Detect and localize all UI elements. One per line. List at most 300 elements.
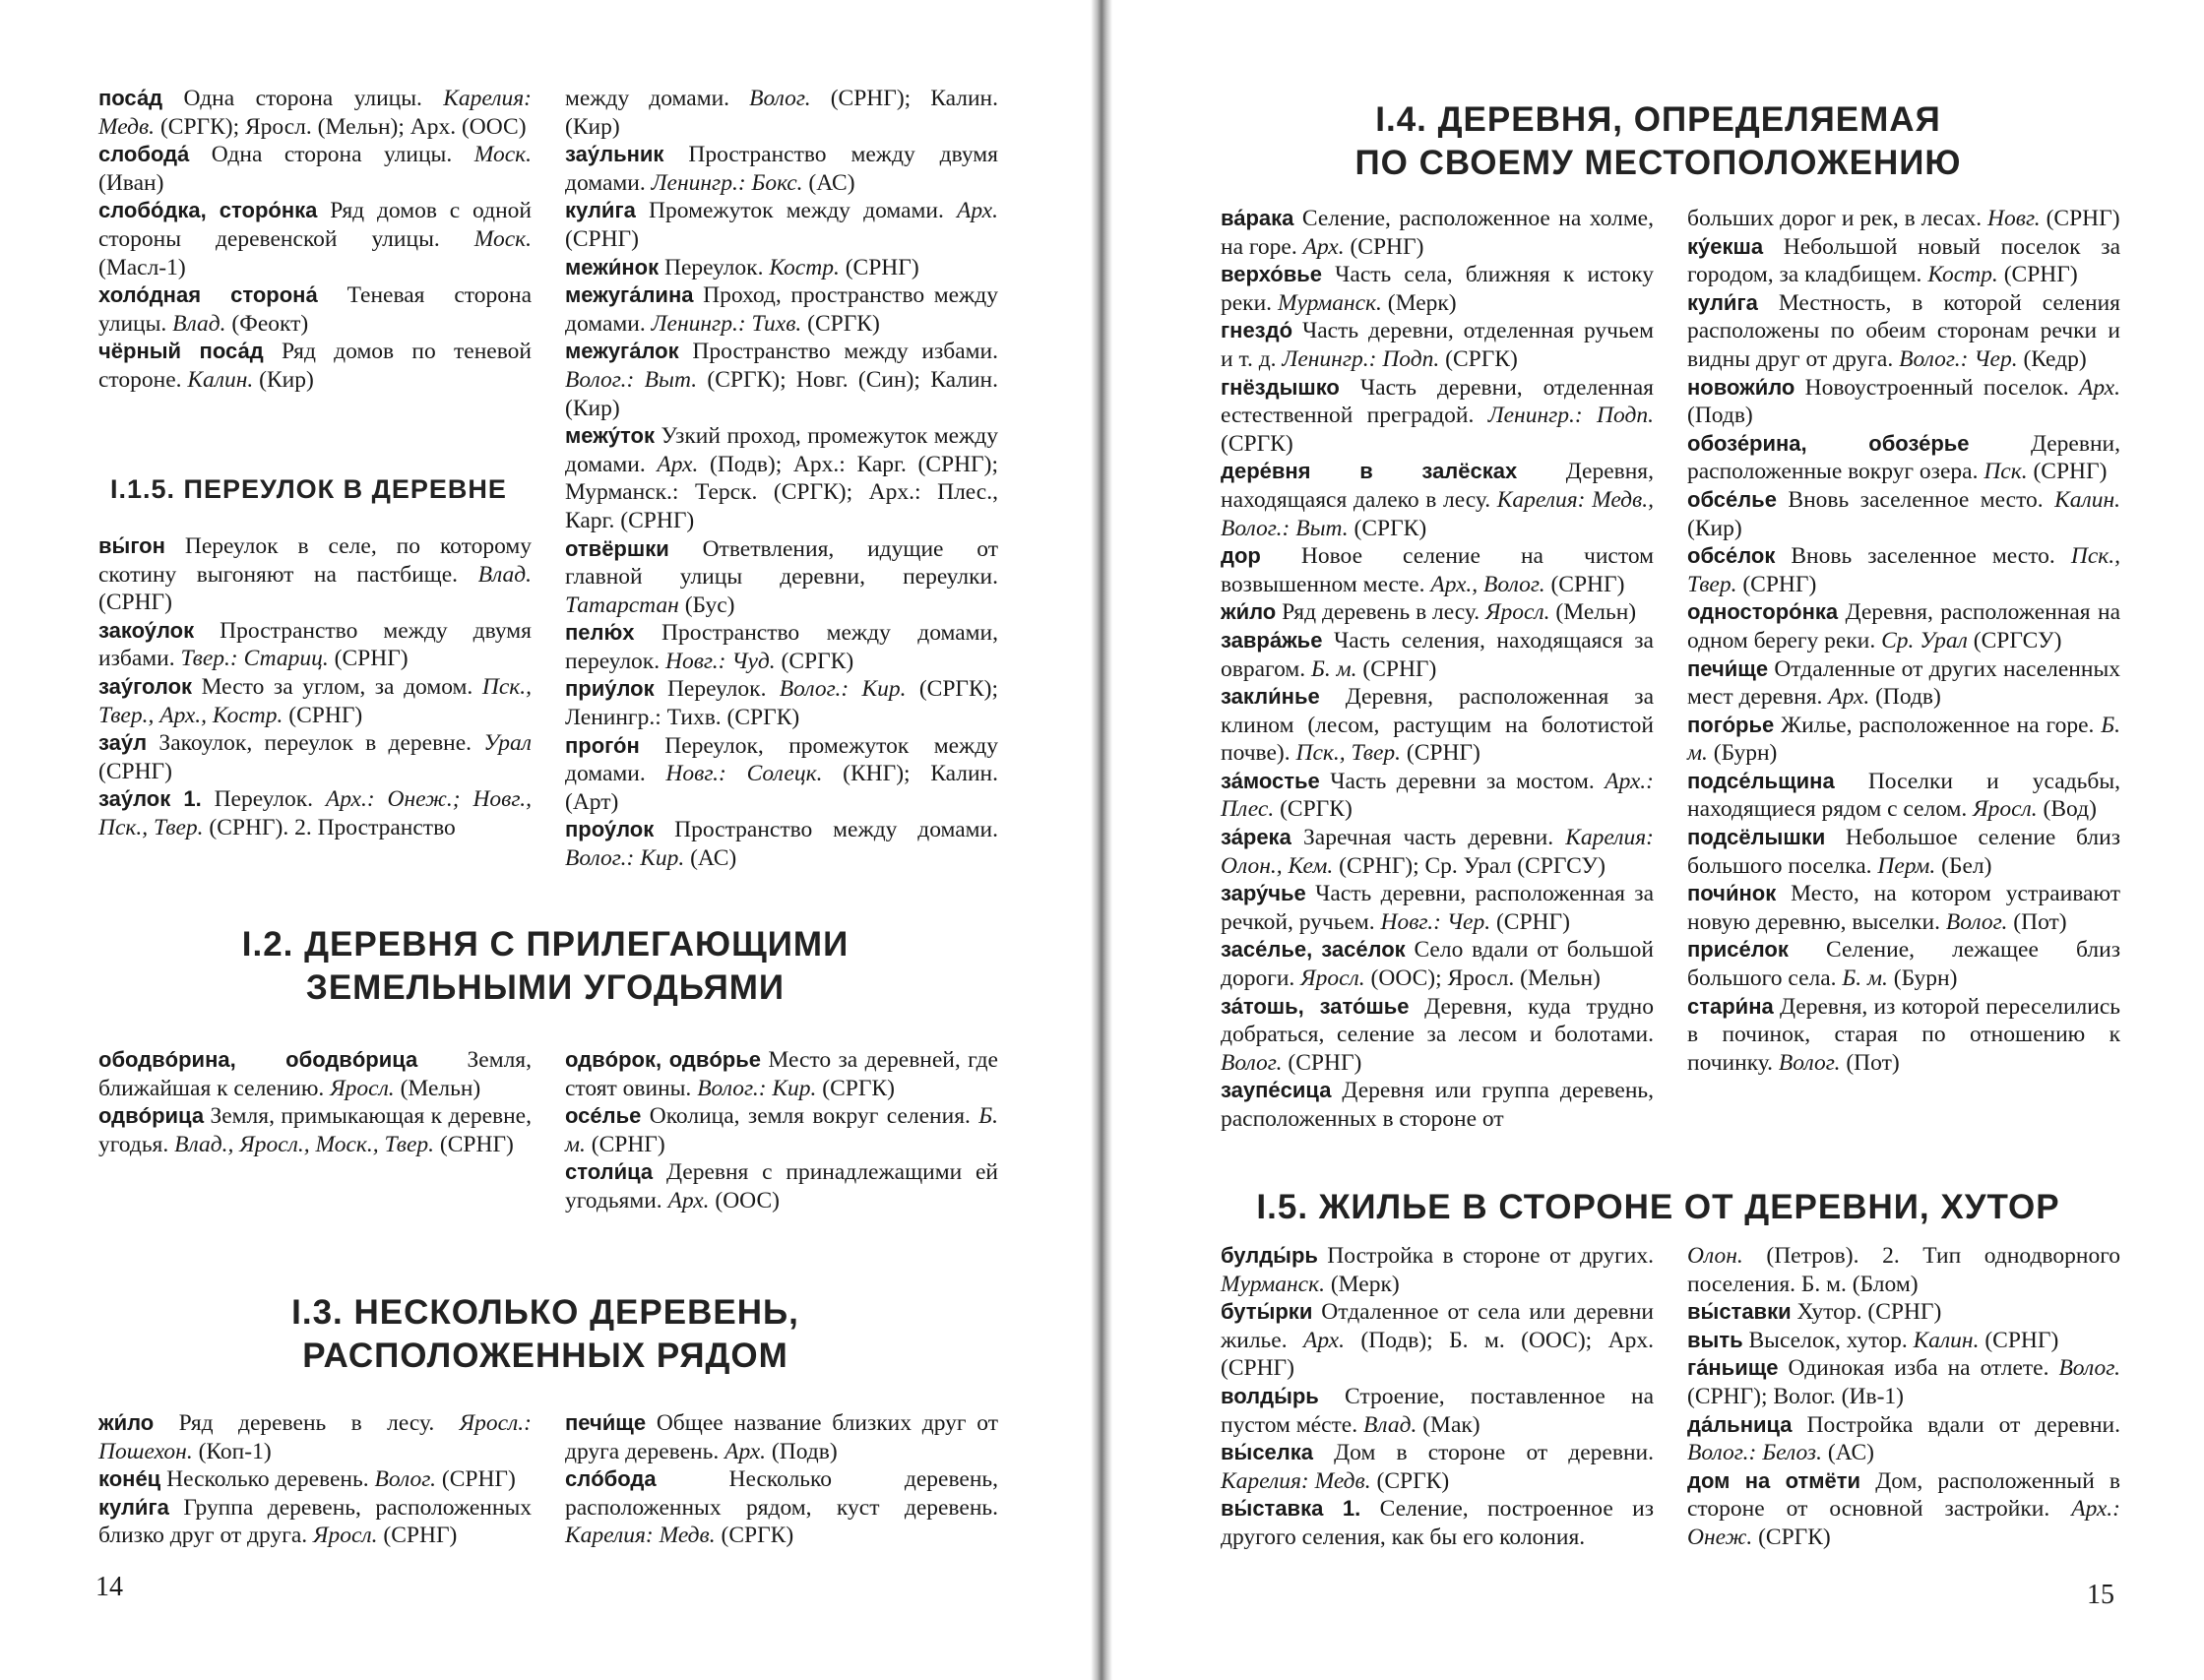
- definition: Пространство между домами.: [654, 817, 998, 843]
- definition: Земля, ближайшая к селению.: [98, 1047, 532, 1101]
- headword: печи́ще: [1687, 655, 1769, 681]
- source-region: Моск.: [473, 225, 532, 252]
- source-region: Моск.: [473, 142, 532, 168]
- book-gutter: [1091, 0, 1112, 1680]
- dictionary-entry: [565, 281, 998, 338]
- definition: Местность, в которой селения расположены по обеим сторонам речки и видны друг от друга.: [1687, 289, 2120, 372]
- source-region: Твер.: Стариц.: [180, 646, 329, 672]
- citation: (СРНГ): [1979, 1327, 2059, 1353]
- entries-left-i2-col1: [98, 1046, 532, 1158]
- definition: Хутор.: [1791, 1299, 1868, 1326]
- source-region: Волог.: [374, 1466, 437, 1493]
- citation: (Масл-1): [98, 254, 186, 280]
- headword: вы́ставки: [1687, 1299, 1792, 1325]
- definition: Деревня или группа деревень, расположенных в стороне от: [1221, 1078, 1654, 1132]
- headword: булды́рь: [1221, 1243, 1318, 1268]
- headword: стари́на: [1687, 993, 1774, 1019]
- source-region: Волог.: [749, 86, 811, 111]
- source-region: Арх.: [667, 1187, 710, 1213]
- definition: Селение, построенное из другого селения, как бы его колония.: [1221, 1496, 1654, 1550]
- source-region: Волог.: Белоз.: [1687, 1440, 1822, 1466]
- source-region: Калин.: [2054, 486, 2120, 513]
- source-region: Мурманск.: [1221, 1271, 1325, 1297]
- definition: Дом, расположенный в стороне от основной застройки.: [1687, 1467, 2120, 1523]
- headword: закли́нье: [1221, 684, 1320, 710]
- definition: Несколько деревень.: [160, 1466, 375, 1493]
- dictionary-entry: [1687, 712, 2120, 768]
- dictionary-entry: [98, 1465, 532, 1494]
- citation: (СРНГ): [434, 1131, 514, 1157]
- definition: Пространство между домами, переулок.: [565, 620, 998, 674]
- headword: приу́лок: [565, 676, 655, 702]
- definition: Общее название близких друг от друга деревень.: [565, 1410, 998, 1464]
- headword: зау́л: [98, 730, 148, 756]
- headword: кули́га: [565, 198, 636, 223]
- heading-line: ЗЕМЕЛЬНЫМИ УГОДЬЯМИ: [305, 968, 786, 1007]
- citation: (СРГК): [715, 1523, 794, 1549]
- definition: Узкий проход, промежуток между домами.: [565, 423, 998, 477]
- dictionary-entry: [98, 281, 532, 338]
- citation: (АС): [802, 169, 855, 196]
- citation: (Мак): [1417, 1411, 1480, 1438]
- dictionary-entry: [98, 1046, 532, 1102]
- citation: (СРНГ): [328, 646, 409, 672]
- citation: (СРНГ): [98, 758, 172, 784]
- dictionary-entry: [565, 535, 998, 620]
- citation: (Подв); Б. м. (ООС); Арх. (СРНГ): [1221, 1327, 1655, 1382]
- headword: прого́н: [565, 732, 640, 758]
- dictionary-entry: [565, 85, 998, 141]
- headword: гнездо́: [1221, 318, 1293, 343]
- citation: (Бус): [678, 591, 735, 618]
- source-region: Костр.: [769, 254, 840, 280]
- source-region: Арх.: [957, 198, 998, 224]
- citation: (Бурн): [1887, 965, 1958, 992]
- headword: зау́лок 1.: [98, 786, 202, 812]
- dictionary-entry: [1687, 486, 2120, 542]
- headword: засе́лье, засе́лок: [1221, 937, 1406, 963]
- definition: Деревня, из которой переселились в починок, старая по отношению к починку.: [1687, 993, 2120, 1076]
- entries-right-i5-col2: [1687, 1242, 2120, 1552]
- dictionary-entry: [1221, 936, 1654, 992]
- source-region: Татарстан: [565, 591, 679, 618]
- source-region: Яросл.: [330, 1075, 395, 1101]
- citation: (СРНГ): [1344, 233, 1424, 260]
- dictionary-entry: [1221, 1242, 1654, 1298]
- source-region: Арх., Волог.: [1430, 571, 1545, 597]
- dictionary-entry: [98, 729, 532, 785]
- section-heading-i115: I.1.5. ПЕРЕУЛОК В ДЕРЕВНЕ: [110, 474, 507, 504]
- dictionary-entry: [98, 785, 532, 841]
- citation: (Феокт): [225, 310, 309, 337]
- dictionary-entry: [98, 197, 532, 281]
- dictionary-entry: [565, 141, 998, 197]
- definition: Деревня с принадлежащими ей угодьями.: [565, 1159, 998, 1213]
- dictionary-entry: [98, 141, 532, 197]
- headword: конéц: [98, 1466, 161, 1492]
- citation: (СРГК): [1370, 1467, 1450, 1494]
- definition: Строение, поставленное на пустом мéсте.: [1221, 1383, 1654, 1438]
- entries-left-top-col1: [98, 85, 532, 395]
- dictionary-entry: [98, 1494, 532, 1550]
- definition: Деревня, расположенная на одном берегу реки.: [1687, 599, 2120, 653]
- source-region: Арх.: [724, 1438, 767, 1464]
- citation: (СРНГ): [2040, 206, 2120, 231]
- dictionary-entry: [1687, 824, 2120, 880]
- definition: Земля, примыкающая к деревне, угодья.: [98, 1103, 532, 1157]
- source-region: Пск., Твер., Арх., Костр.: [98, 673, 532, 728]
- definition: Деревня, расположенная за клином (лесом, растущим на болотистой почве).: [1221, 684, 1654, 767]
- right-page: [1112, 0, 2204, 1680]
- citation: (СРГК); Новг. (Син); Калин. (Кир): [565, 366, 998, 421]
- dictionary-entry: [98, 338, 532, 394]
- headword: верхо́вье: [1221, 262, 1323, 287]
- definition: Место за деревней, где стоят овины.: [565, 1047, 998, 1101]
- definition: Поселки и усадьбы, находящиеся рядом с селом.: [1687, 768, 2120, 823]
- source-region: Волог.: [1778, 1049, 1841, 1076]
- definition: Жилье, расположенное на горе.: [1774, 712, 2102, 738]
- dictionary-entry: [1221, 1298, 1654, 1383]
- definition: Пространство между двумя избами.: [98, 617, 532, 672]
- source-region: Карелия: Медв.: [1221, 1467, 1371, 1494]
- definition: Небольшое селение близ большого поселка.: [1687, 825, 2120, 879]
- source-region: Б. м.: [565, 1103, 998, 1157]
- entries-left-mid-col1: [98, 532, 532, 842]
- dictionary-entry: [1687, 1411, 2120, 1467]
- citation: (ООС); Яросл. (Мельн): [1364, 965, 1601, 992]
- dictionary-entry: [1221, 880, 1654, 936]
- source-region: Волог.: Чер.: [1899, 345, 2018, 372]
- citation: (Коп-1): [192, 1438, 272, 1464]
- dictionary-entry: [565, 1046, 998, 1102]
- citation: (СРНГ): [2027, 459, 2108, 485]
- definition: Промежуток между домами.: [635, 198, 958, 224]
- dictionary-entry: [1221, 598, 1654, 627]
- definition: Ряд деревень в лесу.: [1276, 599, 1486, 626]
- dictionary-entry: [565, 1102, 998, 1158]
- entries-right-i5-col1: [1221, 1242, 1654, 1552]
- dictionary-entry: [1687, 233, 2120, 289]
- source-region: Волог.: [1945, 908, 2008, 935]
- dictionary-entry: [1221, 542, 1654, 598]
- source-region: Арх.: [657, 451, 699, 477]
- section-heading-i3: [0, 1291, 1091, 1378]
- citation: (СРНГ): [1544, 571, 1625, 597]
- citation: (Подв): [1869, 684, 1941, 711]
- headword: кули́га: [98, 1494, 169, 1520]
- definition: Отдаленные от других населенных мест деревня.: [1687, 655, 2120, 711]
- citation: (Мельн): [1549, 599, 1637, 626]
- dictionary-entry: [98, 532, 532, 617]
- headword: ку́екша: [1687, 233, 1764, 259]
- section-heading-i5: I.5. ЖИЛЬЕ В СТОРОНЕ ОТ ДЕРЕВНИ, ХУТОР: [1256, 1188, 2060, 1226]
- definition: Часть деревни за мостом.: [1319, 768, 1606, 794]
- source-region: Ленингр.: Тихв.: [651, 310, 802, 337]
- definition: Переулок.: [201, 786, 326, 813]
- citation: (Иван): [98, 169, 164, 196]
- headword: поса́д: [98, 86, 163, 110]
- dictionary-entry: [1221, 1439, 1654, 1495]
- headword: проу́лок: [565, 817, 655, 842]
- headword: волды́рь: [1221, 1383, 1319, 1408]
- headword: вы́селка: [1221, 1440, 1314, 1465]
- dictionary-entry: [1687, 1467, 2120, 1552]
- headword: пого́рье: [1687, 712, 1775, 737]
- headword: зау́льник: [565, 142, 664, 167]
- dictionary-entry: [1687, 655, 2120, 712]
- section-heading-i4: [1112, 98, 2204, 185]
- heading-line: ПО СВОЕМУ МЕСТОПОЛОЖЕНИЮ: [1354, 144, 1962, 182]
- source-region: Арх.: [1302, 233, 1345, 260]
- source-region: Карелия: Медв.: [98, 86, 532, 140]
- definition: Деревни, расположенные вокруг озера.: [1687, 430, 2120, 485]
- citation: (СРНГ): [1736, 571, 1817, 597]
- headword: ва́рака: [1221, 206, 1294, 230]
- citation: (СРНГ): [436, 1466, 516, 1493]
- source-region: Урал: [483, 730, 532, 757]
- citation: (СРНГ): [585, 1131, 665, 1157]
- definition: больших дорог и рек, в лесах.: [1687, 206, 1988, 231]
- dictionary-entry: [98, 617, 532, 673]
- source-region: Б. м.: [1311, 655, 1357, 682]
- definition: Заречная часть деревни.: [1291, 825, 1566, 851]
- source-region: Пск., Твер.: [1687, 543, 2120, 597]
- source-region: Волог.: [1221, 1049, 1283, 1076]
- source-region: Яросл.: [1973, 796, 2038, 823]
- dictionary-entry: [1687, 880, 2120, 936]
- citation: (СРГК); Ленингр.: Тихв. (СРГК): [565, 676, 999, 731]
- heading-line: I.3. НЕСКОЛЬКО ДЕРЕВЕНЬ,: [291, 1293, 799, 1332]
- dictionary-entry: [1687, 542, 2120, 598]
- definition: Селение, расположенное на холме, на горе.: [1221, 206, 1654, 260]
- headword: чёрный поса́д: [98, 339, 264, 364]
- headword: заупе́сица: [1221, 1078, 1332, 1103]
- citation: (Пот): [1840, 1049, 1900, 1076]
- dictionary-entry: [1221, 768, 1654, 824]
- section-heading-i2: [0, 923, 1091, 1010]
- heading-line: I.2. ДЕРЕВНЯ С ПРИЛЕГАЮЩИМИ: [241, 925, 850, 964]
- source-region: Новг.: Чуд.: [664, 648, 776, 674]
- source-region: Арх.: [2079, 374, 2120, 401]
- citation: (СРГК): [1348, 515, 1427, 541]
- citation: (СРГК): [801, 310, 880, 337]
- dictionary-entry: [565, 254, 998, 282]
- dictionary-entry: [1221, 1077, 1654, 1133]
- headword: обсе́лье: [1687, 486, 1777, 512]
- dictionary-entry: [565, 1158, 998, 1214]
- source-region: Яросл.: Пошехон.: [98, 1410, 532, 1464]
- source-region: Яросл.: [313, 1523, 378, 1549]
- source-region: Олон.: [1687, 1243, 1743, 1269]
- headword: печи́ще: [565, 1410, 647, 1435]
- definition: Вновь заселенное место.: [1775, 543, 2071, 570]
- page-number-left: 14: [95, 1572, 123, 1602]
- definition: Часть села, ближняя к истоку реки.: [1221, 262, 1654, 316]
- definition: Одна сторона улицы.: [162, 86, 444, 111]
- definition: Часть деревни, расположенная за речкой, ручьем.: [1221, 881, 1654, 935]
- dictionary-entry: [1221, 683, 1654, 768]
- definition: Место, на котором устраивают новую деревню, выселки.: [1687, 881, 2120, 935]
- definition: Ответвления, идущие от главной улицы деревни, переулки.: [565, 535, 998, 591]
- definition: Группа деревень, расположенных близко друг от друга.: [98, 1494, 532, 1549]
- citation: (СРНГ): [839, 254, 919, 280]
- citation: (СРНГ): [1282, 1049, 1362, 1076]
- source-region: Ленингр.: Подп.: [1487, 403, 1654, 429]
- entries-left-i2-col2: [565, 1046, 998, 1215]
- headword: межи́нок: [565, 254, 660, 280]
- citation: (СРНГ): [283, 702, 363, 728]
- source-region: Б. м.: [1842, 965, 1888, 992]
- headword: завра́жье: [1221, 627, 1323, 653]
- source-region: Пск., Твер.: [1295, 740, 1402, 767]
- definition: Пространство между двумя домами.: [565, 142, 998, 196]
- headword: пелю́х: [565, 620, 635, 646]
- dictionary-entry: [98, 1102, 532, 1158]
- source-region: Калин.: [187, 366, 254, 393]
- definition: Часть деревни, отделенная ручьем и т. д.: [1221, 318, 1654, 372]
- headword: буты́рки: [1221, 1299, 1313, 1325]
- citation: (Вод): [2037, 796, 2097, 823]
- source-region: Яросл.: [1485, 599, 1550, 626]
- dictionary-entry: [1687, 205, 2120, 233]
- headword: гнёздышко: [1221, 374, 1340, 400]
- headword: слóбода: [565, 1466, 657, 1492]
- dictionary-entry: [565, 675, 998, 731]
- citation: (СРГСУ): [1967, 627, 2062, 653]
- headword: дом на отмёти: [1687, 1467, 1861, 1493]
- source-region: Влад.: [1362, 1411, 1417, 1438]
- headword: га́ньище: [1687, 1355, 1779, 1381]
- headword: кули́га: [1687, 289, 1758, 315]
- citation: (Подв): [766, 1438, 838, 1464]
- source-region: Влад.: [477, 561, 532, 588]
- headword: одвóрок, одвóрье: [565, 1047, 761, 1072]
- citation: (СРГК): [1274, 796, 1353, 823]
- citation: (Мерк): [1324, 1271, 1400, 1297]
- headword: да́льница: [1687, 1411, 1793, 1437]
- source-region: Волог.: Кир.: [697, 1075, 817, 1101]
- citation: (Подв); Арх.: Карг. (СРНГ); Мурманск.: Терск. (СРГК); Арх.: Плес., Карг. (СРНГ): [565, 451, 998, 533]
- citation: (ООС): [709, 1187, 780, 1213]
- citation: (Мерк): [1381, 289, 1457, 316]
- headword: дор: [1221, 543, 1261, 569]
- citation: (СРНГ): [565, 225, 639, 252]
- citation: (СРНГ); Волог. (Ив-1): [1687, 1383, 1904, 1409]
- citation: (СРНГ): [377, 1523, 458, 1549]
- source-region: Костр.: [1927, 262, 1998, 288]
- dictionary-entry: [565, 619, 998, 675]
- source-region: Яросл.: [1300, 965, 1365, 992]
- headword: межуга́лок: [565, 339, 679, 364]
- dictionary-entry: [1221, 317, 1654, 373]
- dictionary-entry: [1221, 374, 1654, 459]
- definition: Одна сторона улицы.: [189, 142, 474, 168]
- source-region: Влад., Яросл., Моск., Твер.: [174, 1131, 435, 1157]
- entries-left-i3-col1: [98, 1409, 532, 1550]
- dictionary-entry: [1687, 430, 2120, 486]
- entries-right-i4-col2: [1687, 205, 2120, 1077]
- source-region: Ср. Урал: [1881, 627, 1968, 653]
- headword: отвёршки: [565, 535, 669, 561]
- headword: закоу́лок: [98, 617, 195, 643]
- citation: (Кедр): [2017, 345, 2087, 372]
- source-region: Новг.: Чер.: [1380, 908, 1491, 935]
- definition: Переулок в селе, по которому скотину выгоняют на пастбище.: [98, 533, 532, 588]
- dictionary-entry: [1687, 1298, 2120, 1327]
- definition: Проход, пространство между домами.: [565, 282, 998, 337]
- definition: Ряд домов с одной стороны деревенской улицы.: [98, 198, 532, 252]
- citation: (Кир): [253, 366, 314, 393]
- headword: обсе́лок: [1687, 543, 1776, 569]
- headword: обозе́рина, обозе́рье: [1687, 430, 1970, 456]
- headword: межу́ток: [565, 423, 655, 449]
- entries-left-i3-col2: [565, 1409, 998, 1550]
- citation: (Кир): [1687, 515, 1742, 541]
- source-region: Ленингр.: Подп.: [1282, 345, 1440, 372]
- source-region: Волог.: Кир.: [779, 676, 907, 703]
- citation: (СРГК): [1439, 345, 1518, 372]
- definition: Околица, земля вокруг селения.: [641, 1103, 979, 1130]
- definition: Дом в стороне от деревни.: [1313, 1440, 1654, 1466]
- headword: одвóрица: [98, 1103, 205, 1129]
- dictionary-entry: [1687, 936, 2120, 992]
- headword: вы́гон: [98, 533, 165, 558]
- dictionary-entry: [98, 673, 532, 729]
- dictionary-entry: [1221, 1383, 1654, 1439]
- citation: (Мельн): [394, 1075, 481, 1101]
- source-region: Арх.: Онеж.; Новг., Пск., Твер.: [98, 786, 532, 840]
- definition: Отдаленное от села или деревни жилье.: [1221, 1299, 1654, 1353]
- dictionary-entry: [565, 816, 998, 872]
- definition: между домами.: [565, 86, 750, 111]
- citation: (СРГК); Яросл. (Мельн); Арх. (ООС): [155, 113, 527, 140]
- dictionary-entry: [1687, 1327, 2120, 1355]
- definition: Вновь заселенное место.: [1776, 486, 2055, 513]
- definition: Постройка в стороне от других.: [1317, 1243, 1654, 1269]
- citation: (СРНГ): [98, 590, 172, 616]
- definition: Небольшой новый поселок за городом, за кладбищем.: [1687, 233, 2120, 288]
- headword: новожи́ло: [1687, 374, 1795, 400]
- dictionary-entry: [1221, 824, 1654, 880]
- headword: присе́лок: [1687, 937, 1789, 963]
- source-region: Арх.: Онеж.: [1687, 1496, 2120, 1550]
- page-number-right: 15: [2087, 1580, 2114, 1610]
- dictionary-entry: [1687, 1354, 2120, 1410]
- definition: Постройка вдали от деревни.: [1792, 1411, 2120, 1438]
- heading-line: РАСПОЛОЖЕННЫХ РЯДОМ: [302, 1337, 788, 1375]
- source-region: Карелия: Медв., Волог.: Выт.: [1221, 486, 1655, 541]
- entries-right-i4-col1: [1221, 205, 1654, 1134]
- dictionary-entry: [565, 1465, 998, 1550]
- headword: ободвóрина, ободвóрица: [98, 1047, 418, 1072]
- citation: (СРГК): [816, 1075, 895, 1101]
- source-region: Арх.: [1828, 684, 1870, 711]
- definition: Одинокая изба на отлете.: [1778, 1355, 2059, 1382]
- source-region: Б. м.: [1687, 712, 2120, 767]
- dictionary-entry: [565, 1409, 998, 1465]
- definition: Новоустроенный поселок.: [1795, 374, 2080, 401]
- citation: (СРНГ): [1401, 740, 1480, 767]
- dictionary-entry: [1687, 374, 2120, 430]
- citation: (СРГК): [1752, 1524, 1831, 1550]
- headword: дере́вня в залёсках: [1221, 459, 1518, 484]
- citation: (СРНГ): [1356, 655, 1437, 682]
- headword: вы́ставка 1.: [1221, 1496, 1361, 1522]
- headword: жи́ло: [1221, 599, 1277, 625]
- dictionary-entry: [1221, 205, 1654, 261]
- heading-line: I.4. ДЕРЕВНЯ, ОПРЕДЕЛЯЕМАЯ: [1375, 100, 1941, 139]
- left-page: [0, 0, 1091, 1680]
